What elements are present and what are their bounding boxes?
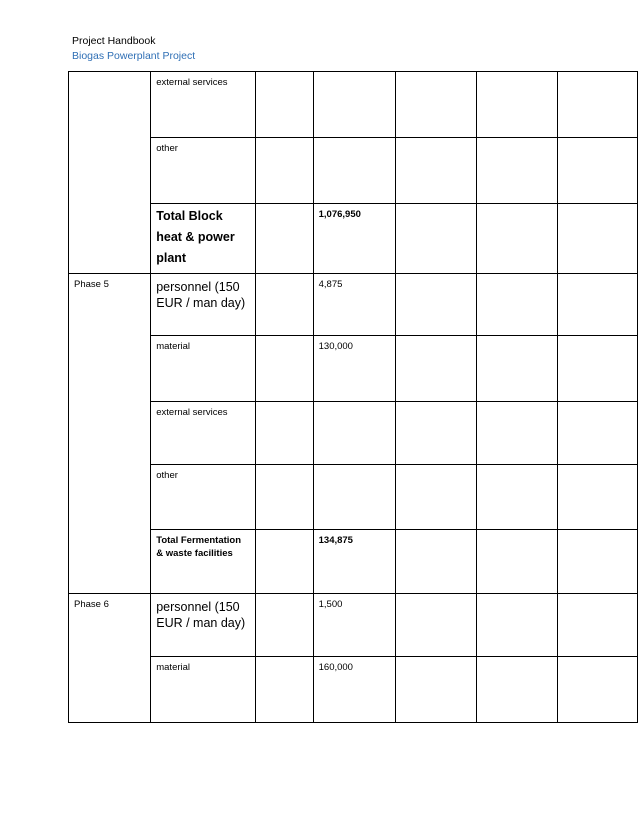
item-cell: other (151, 138, 256, 204)
empty-cell (396, 402, 477, 465)
page-header (72, 34, 195, 64)
phase-cell (69, 72, 151, 274)
empty-cell (558, 594, 638, 657)
empty-cell (255, 204, 313, 274)
item-cell: external services (151, 402, 256, 465)
empty-cell (396, 594, 477, 657)
empty-cell (396, 72, 477, 138)
empty-cell (396, 274, 477, 336)
empty-cell (477, 594, 558, 657)
empty-cell (396, 465, 477, 530)
value-cell: 4,875 (313, 274, 396, 336)
empty-cell (558, 402, 638, 465)
value-cell (313, 138, 396, 204)
document-title: Project Handbook (72, 35, 156, 47)
empty-cell (477, 138, 558, 204)
table-row (69, 204, 638, 274)
table-row (69, 402, 638, 465)
empty-cell (255, 402, 313, 465)
item-cell: material (151, 336, 256, 402)
value-cell (313, 465, 396, 530)
empty-cell (558, 204, 638, 274)
item-cell: personnel (150 EUR / man day) (151, 274, 256, 336)
empty-cell (477, 72, 558, 138)
empty-cell (558, 530, 638, 594)
table-row (69, 138, 638, 204)
item-cell: Total Block heat & power plant (151, 204, 256, 274)
phase-cell: Phase 6 (69, 594, 151, 723)
table-row (69, 594, 638, 657)
phase-cell: Phase 5 (69, 274, 151, 594)
empty-cell (477, 336, 558, 402)
empty-cell (477, 204, 558, 274)
item-cell: Total Fermentation & waste facilities (151, 530, 256, 594)
empty-cell (477, 530, 558, 594)
table-row (69, 465, 638, 530)
empty-cell (477, 657, 558, 723)
value-cell: 160,000 (313, 657, 396, 723)
value-cell: 1,076,950 (313, 204, 396, 274)
empty-cell (255, 138, 313, 204)
table-row (69, 72, 638, 138)
empty-cell (477, 274, 558, 336)
empty-cell (558, 336, 638, 402)
item-cell: other (151, 465, 256, 530)
empty-cell (396, 204, 477, 274)
empty-cell (255, 530, 313, 594)
table-row (69, 530, 638, 594)
value-cell: 1,500 (313, 594, 396, 657)
value-cell: 130,000 (313, 336, 396, 402)
empty-cell (255, 72, 313, 138)
empty-cell (255, 336, 313, 402)
table-row (69, 274, 638, 336)
empty-cell (477, 465, 558, 530)
empty-cell (558, 72, 638, 138)
document-subtitle: Biogas Powerplant Project (72, 50, 196, 62)
item-cell: external services (151, 72, 256, 138)
empty-cell (396, 336, 477, 402)
empty-cell (558, 274, 638, 336)
table-row (69, 657, 638, 723)
value-cell (313, 72, 396, 138)
item-cell: material (151, 657, 256, 723)
empty-cell (255, 594, 313, 657)
empty-cell (558, 465, 638, 530)
empty-cell (255, 274, 313, 336)
item-cell: personnel (150 EUR / man day) (151, 594, 256, 657)
value-cell: 134,875 (313, 530, 396, 594)
empty-cell (558, 657, 638, 723)
empty-cell (255, 465, 313, 530)
empty-cell (255, 657, 313, 723)
empty-cell (396, 138, 477, 204)
empty-cell (396, 530, 477, 594)
cost-table (68, 71, 638, 723)
empty-cell (558, 138, 638, 204)
table-row (69, 336, 638, 402)
empty-cell (396, 657, 477, 723)
empty-cell (477, 402, 558, 465)
value-cell (313, 402, 396, 465)
